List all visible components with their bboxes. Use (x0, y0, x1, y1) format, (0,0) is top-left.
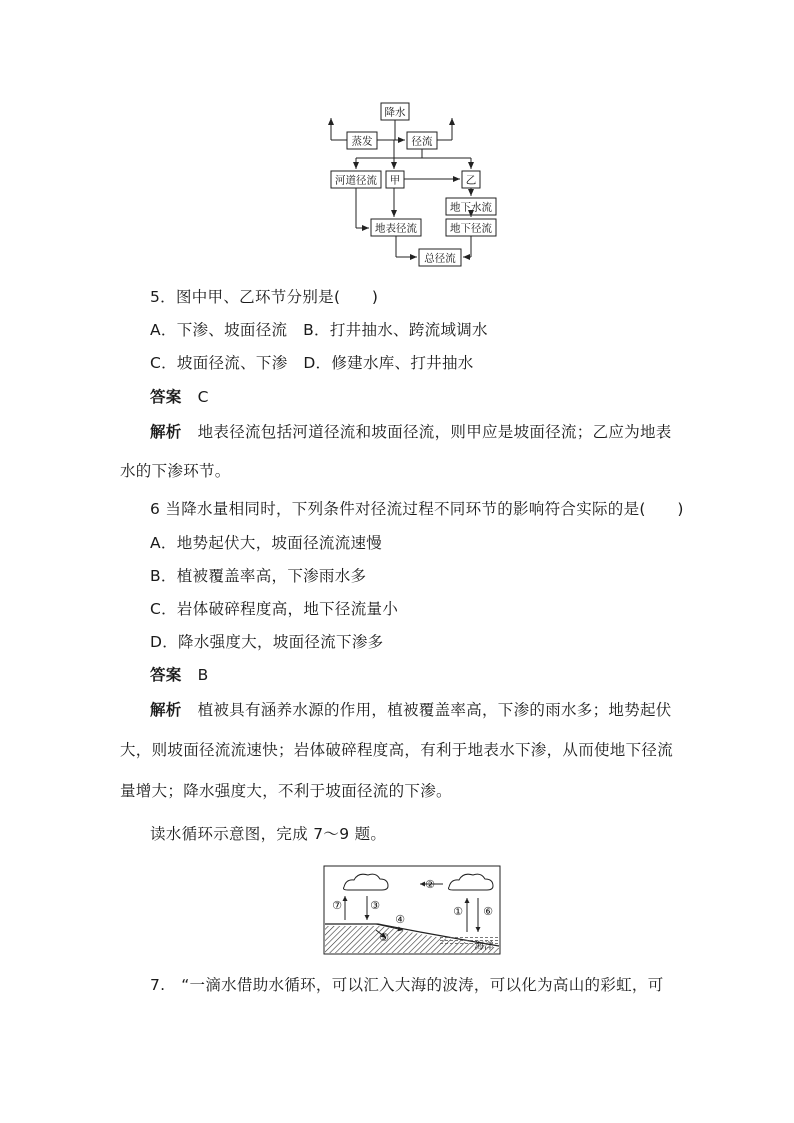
marker-7: ⑦ (332, 899, 342, 912)
q6-option-b: B．植被覆盖率高，下渗雨水多 (150, 567, 367, 585)
node-runoff: 径流 (411, 135, 433, 148)
marker-6: ⑥ (483, 905, 493, 918)
q6-analysis-label: 解析 (150, 701, 182, 719)
q5-analysis-2: 水的下渗环节。 (120, 462, 231, 480)
marker-1: ① (453, 905, 463, 918)
q5-options-ab: A．下渗、坡面径流 B．打井抽水、跨流域调水 (150, 321, 488, 339)
marker-5: ⑤ (379, 931, 389, 944)
intro-7-9: 读水循环示意图，完成 7～9 题。 (150, 825, 387, 843)
node-river: 河道径流 (335, 174, 377, 187)
ocean-label: 海洋 (474, 941, 494, 952)
q5-answer-value: C (197, 388, 209, 406)
q6-analysis-3: 量增大；降水强度大，不利于坡面径流的下渗。 (120, 782, 452, 800)
marker-2: ② (425, 878, 435, 891)
q6-answer-value: B (197, 666, 209, 684)
q6-option-c: C．岩体破碎程度高，地下径流量小 (150, 600, 399, 618)
node-jia: 甲 (389, 174, 401, 187)
node-yi: 乙 (465, 174, 477, 187)
q5-stem: 5．图中甲、乙环节分别是( ) (150, 288, 379, 306)
water-cycle-flowchart (0, 0, 794, 280)
q5-analysis-1 (150, 420, 672, 442)
q6-analysis-1 (150, 698, 672, 720)
node-total-runoff: 总径流 (424, 252, 456, 265)
marker-4: ④ (395, 913, 405, 926)
q6-option-a: A．地势起伏大，坡面径流流速慢 (150, 534, 383, 552)
q5-answer-label: 答案 (150, 388, 182, 406)
q5-answer (150, 385, 209, 407)
q6-stem: 6 当降水量相同时，下列条件对径流过程不同环节的影响符合实际的是( ) (150, 500, 684, 518)
q5-analysis-text-1: 地表径流包括河道径流和坡面径流，则甲应是坡面径流；乙应为地表 (197, 423, 672, 441)
marker-3: ③ (370, 899, 380, 912)
node-underground-runoff: 地下径流 (450, 222, 492, 235)
q6-answer-label: 答案 (150, 666, 182, 684)
water-cycle-diagram (0, 858, 794, 968)
q6-answer (150, 663, 209, 685)
q6-analysis-text-1: 植被具有涵养水源的作用，植被覆盖率高，下渗的雨水多；地势起伏 (197, 701, 672, 719)
q7-stem: 7. “一滴水借助水循环，可以汇入大海的波涛，可以化为高山的彩虹，可 (150, 976, 664, 994)
node-evap: 蒸发 (351, 135, 373, 148)
node-surface-runoff: 地表径流 (375, 222, 417, 235)
q6-analysis-2: 大，则坡面径流流速快；岩体破碎程度高，有利于地表水下渗，从而使地下径流 (120, 741, 674, 759)
node-groundwater-flow: 地下水流 (450, 201, 492, 214)
q5-options-cd: C．坡面径流、下渗 D．修建水库、打井抽水 (150, 354, 474, 372)
q5-analysis-label: 解析 (150, 423, 182, 441)
node-precip: 降水 (384, 106, 406, 119)
q6-option-d: D．降水强度大，坡面径流下渗多 (150, 633, 384, 651)
